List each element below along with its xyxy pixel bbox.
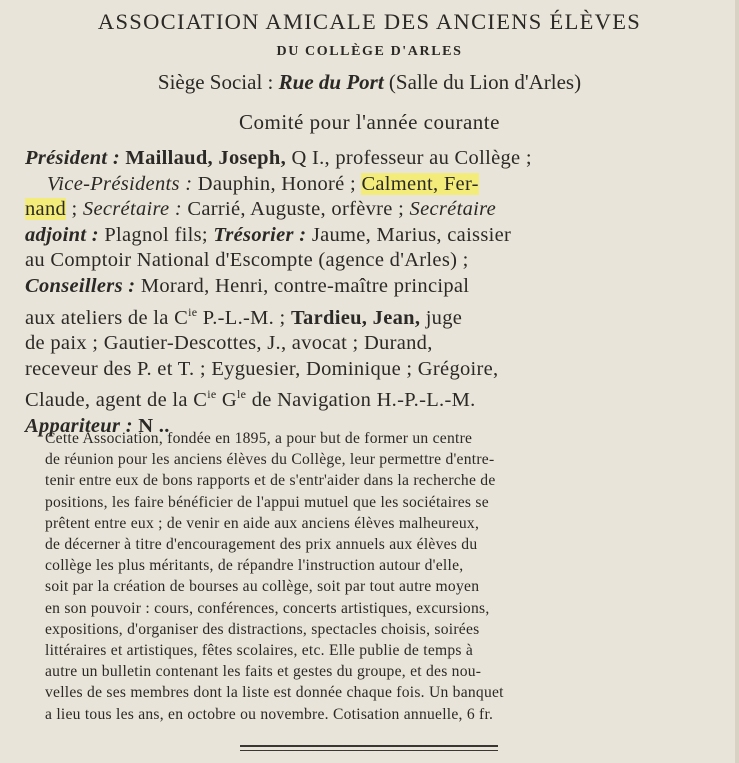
page-edge [735,0,739,763]
committee-line-3 [25,197,725,223]
conseillers-text-2a: aux ateliers de la C [25,306,189,329]
paragraph-line: de décerner à titre d'encouragement des prix annuels aux élèves du [45,536,478,554]
conseillers-text-1: Morard, Henri, contre-maître principal [135,274,470,297]
tresorier-role: Trésorier : [213,223,307,246]
conseillers-text-5a: Claude, agent de la C [25,389,208,411]
paragraph-line: littéraires et artistiques, fêtes scolaires, etc. Elle publie de temps à [45,642,474,660]
siege-place: (Salle du Lion d'Arles) [388,70,582,94]
paragraph-line: soit par la création de bourses au collège, soit par tout autre moyen [45,578,480,596]
committee-line-8: de paix ; Gautier-Descottes, J., avocat ; Durand, [25,331,433,354]
description-paragraph [45,428,725,725]
committee-line-4 [25,223,725,249]
highlight-calment-1: Calment, Fer- [361,172,479,195]
siege-social-line [0,70,739,95]
double-rule-bottom [240,750,498,751]
superscript-ie: ie [188,304,198,319]
page-subtitle: DU COLLÈGE D'ARLES [276,44,463,59]
committee-line-9: receveur des P. et T. ; Eyguesier, Dominique ; Grégoire, [25,357,499,380]
tresorier-rest-1: caissier [441,223,512,246]
highlight-calment-2: nand [25,198,67,221]
secretaire-role: Secrétaire : [82,198,182,221]
secretaire-adjoint-role-2: adjoint : [25,223,99,246]
secretaire-adjoint-text: Plagnol fils; [98,223,214,246]
tardieu-name: Tardieu, Jean, [290,306,421,329]
paragraph-line: de réunion pour les anciens élèves du Collège, leur permettre d'entre- [45,451,495,469]
page-title: ASSOCIATION AMICALE DES ANCIENS ÉLÈVES [97,9,642,34]
committee-line-6 [25,274,725,300]
siege-street: Rue du Port [278,70,384,94]
conseillers-text-5b: G [216,389,237,411]
double-rule-top [240,745,498,747]
conseillers-text-2c: juge [420,306,463,329]
appariteur-role: Appariteur : [25,414,133,437]
committee-line-5: au Comptoir National d'Escompte (agence d'Arles) ; [25,249,469,272]
paragraph-line: en son pouvoir : cours, conférences, concerts artistiques, excursions, [45,599,490,617]
conseillers-role: Conseillers : [25,274,136,297]
president-role: Président : [25,147,120,169]
president-name: Maillaud, Joseph, [125,147,287,169]
paragraph-line: positions, les faire bénéficier de l'appui mutuel que les sociétaires se [45,493,489,511]
president-rest: Q I., professeur au Collège ; [286,147,532,169]
paragraph-line: Cette Association, fondée en 1895, a pour but de former un centre [45,430,473,447]
superscript-ie-2: ie [207,387,217,402]
siege-label: Siège Social : [157,70,274,94]
vice-presidents-text: Dauphin, Honoré ; [192,172,362,195]
committee-line-1 [25,146,725,172]
appariteur-text: N .. [132,414,170,437]
paragraph-line: velles de ses membres dont la liste est donnée chaque fois. Un banquet [45,684,504,702]
paragraph-line: tenir entre eux de bons rapports et de s'entr'aider dans la recherche de [45,472,496,490]
conseillers-text-2b: P.-L.-M. ; [197,306,291,329]
comite-heading: Comité pour l'année courante [239,110,500,134]
separator: ; [66,198,83,221]
paragraph-line: a lieu tous les ans, en octobre ou novembre. Cotisation annuelle, 6 fr. [45,705,494,723]
committee-line-7 [25,300,725,331]
committee-line-10 [25,382,725,413]
paragraph-line: prêtent entre eux ; de venir en aide aux anciens élèves malheureux, [45,514,480,532]
committee-list [25,146,725,439]
secretaire-adjoint-role-1: Secrétaire [409,198,497,221]
paragraph-line: expositions, d'organiser des distractions, spectacles choisis, soirées [45,620,480,638]
secretaire-text: Carrié, Auguste, orfèvre ; [181,198,410,221]
paragraph-line: collège les plus méritants, de répandre l'instruction autour d'elle, [45,557,464,575]
superscript-le: le [237,387,247,402]
conseillers-text-5c: de Navigation H.-P.-L.-M. [246,389,476,411]
vice-presidents-role: Vice-Présidents : [47,172,193,195]
tresorier-name: Jaume, Marius, [306,223,442,246]
paragraph-line: autre un bulletin contenant les faits et gestes du groupe, et des nou- [45,663,482,681]
committee-line-2 [25,172,725,198]
